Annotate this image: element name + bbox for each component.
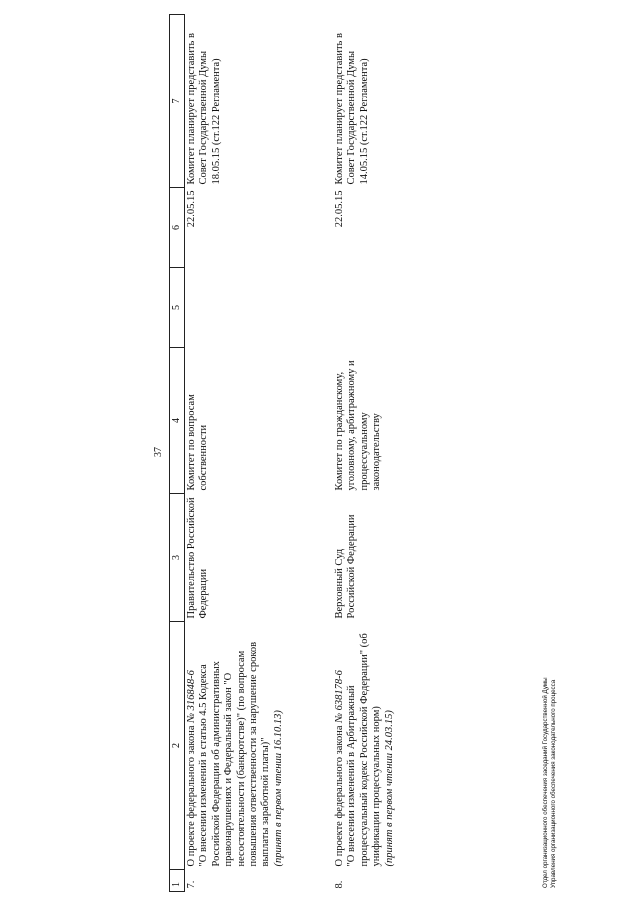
footer-department <box>542 588 557 888</box>
column-5-cell <box>185 268 329 348</box>
header-col-6: 6 <box>170 188 185 268</box>
bill-number: № 638178-6 <box>334 670 345 723</box>
table-row <box>185 15 329 892</box>
bill-title-lead: О проекте федерального закона <box>334 722 345 867</box>
bill-title-body: "О внесении изменений в статью 4.5 Кодекса Российской Федерации об административных правонарушениях и Федеральный закон "О несостоятельности (банкротстве)" (по вопросам повышения ответственности за нарушение сроков выплаты заработной платы)" <box>198 641 272 867</box>
bill-number: № 316848-6 <box>186 670 197 723</box>
header-col-3: 3 <box>170 494 185 622</box>
row-number: 8. <box>334 880 345 889</box>
deadline-date: 22.05.15 <box>334 190 345 228</box>
table-row <box>328 15 396 892</box>
bills-table <box>169 14 396 892</box>
bill-description <box>185 622 329 870</box>
bill-status: (принят в первом чтении 24.03.15) <box>383 710 395 867</box>
header-row <box>170 15 185 892</box>
responsible-committee: Комитет по вопросам собственности <box>186 394 210 491</box>
bill-title-body: "О внесении изменений в Арбитражный процессуальный кодекс Российской Федерации" (об унификации процессуальных норм) <box>346 633 383 867</box>
bill-description <box>328 622 396 870</box>
header-col-4: 4 <box>170 348 185 494</box>
bill-note: Комитет планирует представить в Совет Государственной Думы 14.05.15 (ст.122 Регламента) <box>334 33 370 185</box>
page-number: 37 <box>153 447 164 457</box>
deadline-date: 22.05.15 <box>186 190 197 228</box>
bill-status: (принят в первом чтении 16.10.13) <box>272 710 284 867</box>
column-5-cell <box>328 268 396 348</box>
bill-initiator: Верховный Суд Российской Федерации <box>334 514 358 619</box>
bill-title-lead: О проекте федерального закона <box>186 722 197 867</box>
header-col-5: 5 <box>170 268 185 348</box>
footer-line-2: Управления организационного обеспечения законодательного процесса <box>549 679 557 888</box>
footer-line-1: Отдел организационного обеспечения заседаний Государственной Думы <box>542 677 549 888</box>
row-number: 7. <box>186 880 197 889</box>
header-col-7: 7 <box>170 15 185 188</box>
bill-note: Комитет планирует представить в Совет Государственной Думы 18.05.15 (ст.122 Регламента) <box>186 33 222 185</box>
header-col-2: 2 <box>170 622 185 870</box>
bill-initiator: Правительство Российской Федерации <box>186 497 210 619</box>
header-col-1: 1 <box>170 870 185 892</box>
responsible-committee: Комитет по гражданскому, уголовному, арбитражному и процессуальному законодательству <box>334 360 383 491</box>
rotated-content <box>20 12 620 892</box>
